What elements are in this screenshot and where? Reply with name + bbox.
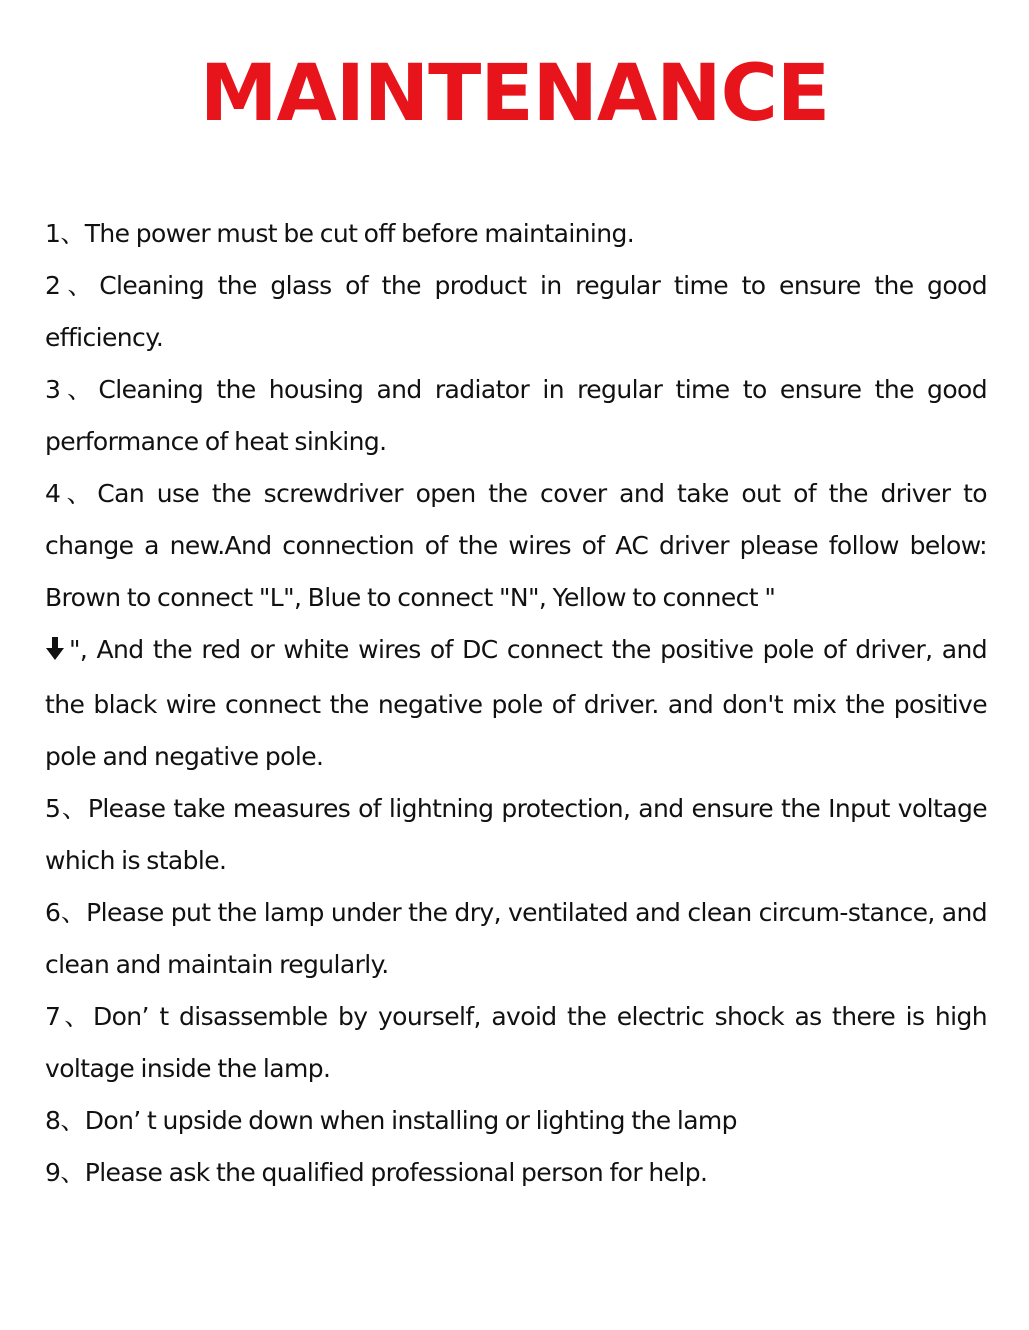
item-text-continued: ", And the red or white wires of DC connect the positive pole of driver, and the black wire connect the negative pole of driver. and don't mix the positive pole and negative pole.	[45, 635, 987, 771]
item-number: 4	[45, 479, 61, 508]
page-title: MAINTENANCE	[199, 49, 830, 139]
item-number: 1	[45, 219, 61, 248]
item-separator: 、	[60, 898, 87, 927]
item-separator: 、	[60, 271, 100, 300]
item-number: 2	[45, 271, 61, 300]
down-arrow-icon	[45, 627, 65, 679]
item-text: The power must be cut off before maintaining.	[84, 219, 635, 248]
item-separator: 、	[60, 1002, 93, 1031]
list-item	[45, 364, 987, 468]
list-item	[45, 1095, 987, 1147]
list-item	[45, 468, 987, 783]
item-text: Don’ t upside down when installing or lighting the lamp	[84, 1106, 737, 1135]
list-item	[45, 887, 987, 991]
item-number: 7	[45, 1002, 61, 1031]
list-item	[45, 1147, 987, 1199]
item-text: Please ask the qualified professional person for help.	[84, 1158, 708, 1187]
item-separator: 、	[60, 219, 85, 248]
item-separator: 、	[60, 375, 99, 404]
item-separator: 、	[60, 794, 88, 823]
item-number: 9	[45, 1158, 61, 1187]
item-separator: 、	[60, 1158, 85, 1187]
list-item	[45, 783, 987, 887]
list-item	[45, 208, 987, 260]
item-number: 5	[45, 794, 61, 823]
item-separator: 、	[60, 1106, 85, 1135]
item-text: Please put the lamp under the dry, ventilated and clean circum-stance, and clean and maintain regularly.	[45, 898, 987, 979]
item-number: 6	[45, 898, 61, 927]
item-text: Don’ t disassemble by yourself, avoid the electric shock as there is high voltage inside the lamp.	[45, 1002, 987, 1083]
item-text: Cleaning the housing and radiator in regular time to ensure the good performance of heat sinking.	[45, 375, 987, 456]
item-text: Can use the screwdriver open the cover and take out of the driver to change a new.And connection of the wires of AC driver please follow below: Brown to connect "L", Blue to connect "N", Yellow to connect "	[45, 479, 987, 612]
item-number: 3	[45, 375, 61, 404]
item-number: 8	[45, 1106, 61, 1135]
item-text: Cleaning the glass of the product in regular time to ensure the good efficiency.	[45, 271, 987, 352]
item-separator: 、	[60, 479, 98, 508]
list-item	[45, 260, 987, 364]
item-text: Please take measures of lightning protection, and ensure the Input voltage which is stable.	[45, 794, 987, 875]
maintenance-list	[45, 208, 987, 1199]
list-item	[45, 991, 987, 1095]
